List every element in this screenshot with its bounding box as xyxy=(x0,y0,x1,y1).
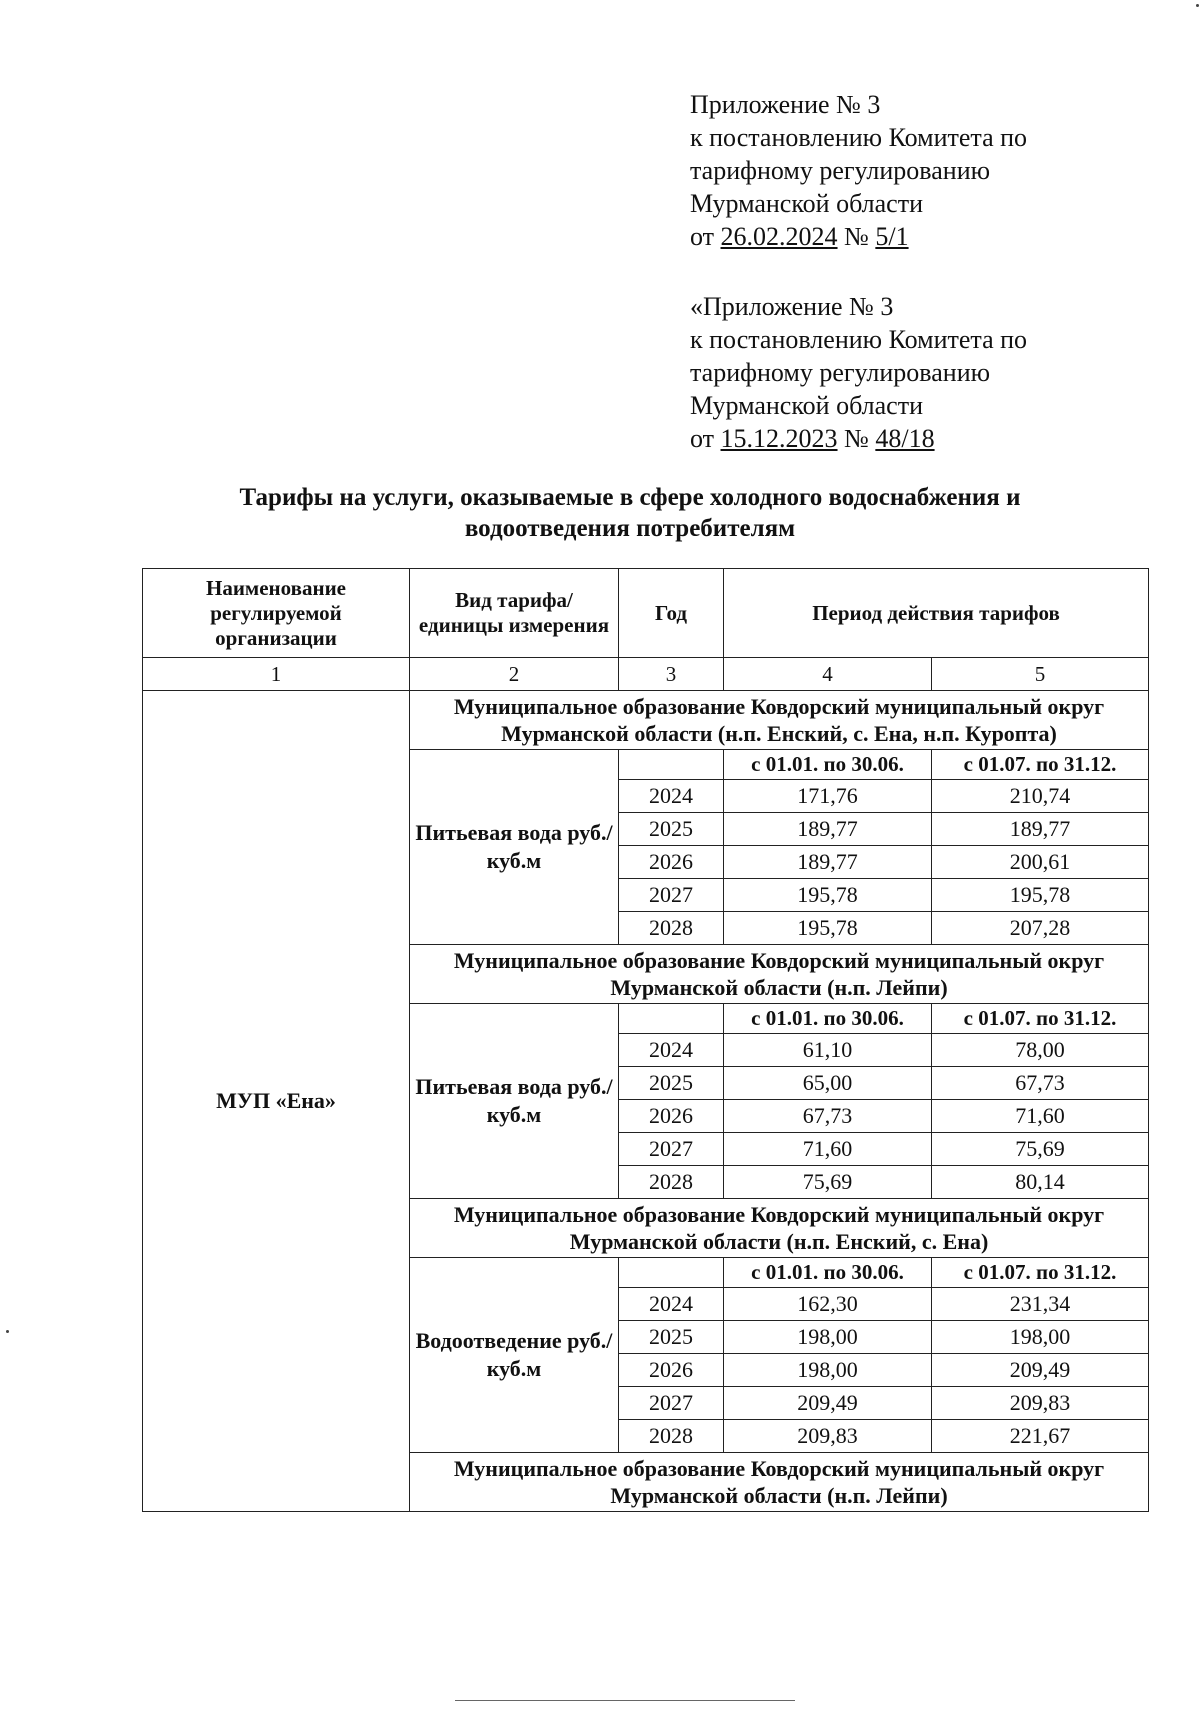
scan-speck xyxy=(1196,4,1199,7)
appendix-line: тарифному регулированию xyxy=(690,156,991,185)
resolution-number: 5/1 xyxy=(875,222,909,251)
appendix-current-header xyxy=(690,88,1027,253)
period-first-half: с 01.01. по 30.06. xyxy=(724,750,932,780)
appendix-line: Мурманской области xyxy=(690,391,923,420)
tariff-h1: 189,77 xyxy=(724,846,932,879)
tariff-h2: 210,74 xyxy=(932,780,1149,813)
tariff-h2: 221,67 xyxy=(932,1420,1149,1453)
service-name: Водоотведение руб./куб.м xyxy=(410,1258,619,1453)
column-number: 5 xyxy=(932,658,1149,691)
appendix-line: Мурманской области xyxy=(690,189,923,218)
year-cell: 2026 xyxy=(619,1354,724,1387)
title-line: Тарифы на услуги, оказываемые в сфере холодного водоснабжения и xyxy=(239,484,1021,511)
column-number: 3 xyxy=(619,658,724,691)
tariff-h2: 209,83 xyxy=(932,1387,1149,1420)
scan-speck xyxy=(6,1330,9,1333)
header-period: Период действия тарифов xyxy=(724,569,1149,658)
year-cell: 2025 xyxy=(619,1067,724,1100)
period-second-half: с 01.07. по 31.12. xyxy=(932,750,1149,780)
appendix-previous-header xyxy=(690,290,1027,455)
resolution-number: 48/18 xyxy=(875,424,935,453)
table-header-row xyxy=(143,569,1149,658)
year-cell: 2026 xyxy=(619,846,724,879)
document-title xyxy=(130,482,1130,544)
year-cell: 2024 xyxy=(619,1288,724,1321)
tariff-h2: 80,14 xyxy=(932,1166,1149,1199)
municipality-name: Муниципальное образование Ковдорский муниципальный округ Мурманской области (н.п. Лейпи) xyxy=(410,945,1149,1004)
column-number: 4 xyxy=(724,658,932,691)
header-year: Год xyxy=(619,569,724,658)
organization-name: МУП «Ена» xyxy=(143,691,410,1512)
appendix-line: тарифному регулированию xyxy=(690,358,991,387)
tariff-h2: 198,00 xyxy=(932,1321,1149,1354)
tariff-h1: 61,10 xyxy=(724,1034,932,1067)
tariff-h1: 195,78 xyxy=(724,912,932,945)
municipality-name: Муниципальное образование Ковдорский муниципальный округ Мурманской области (н.п. Енский, с. Ена, н.п. Куропта) xyxy=(410,691,1149,750)
tariff-h1: 65,00 xyxy=(724,1067,932,1100)
appendix-line: к постановлению Комитета по xyxy=(690,325,1028,354)
service-name: Питьевая вода руб./куб.м xyxy=(410,1004,619,1199)
appendix-line: к постановлению Комитета по xyxy=(690,123,1028,152)
year-cell: 2027 xyxy=(619,1387,724,1420)
period-first-half: с 01.01. по 30.06. xyxy=(724,1004,932,1034)
year-cell: 2025 xyxy=(619,1321,724,1354)
empty-cell xyxy=(619,750,724,780)
period-second-half: с 01.07. по 31.12. xyxy=(932,1004,1149,1034)
appendix-line: Приложение № 3 xyxy=(690,90,881,119)
municipality-name: Муниципальное образование Ковдорский муниципальный округ Мурманской области (н.п. Енский, с. Ена) xyxy=(410,1199,1149,1258)
appendix-date-line xyxy=(690,422,1027,455)
appendix-date-line xyxy=(690,220,1027,253)
year-cell: 2025 xyxy=(619,813,724,846)
tariff-h1: 189,77 xyxy=(724,813,932,846)
tariff-h2: 75,69 xyxy=(932,1133,1149,1166)
tariff-h2: 231,34 xyxy=(932,1288,1149,1321)
column-number-row xyxy=(143,658,1149,691)
tariff-h1: 162,30 xyxy=(724,1288,932,1321)
tariff-h1: 209,83 xyxy=(724,1420,932,1453)
year-cell: 2024 xyxy=(619,1034,724,1067)
tariff-h1: 198,00 xyxy=(724,1321,932,1354)
column-number: 1 xyxy=(143,658,410,691)
municipality-row xyxy=(143,691,1149,750)
tariff-h1: 198,00 xyxy=(724,1354,932,1387)
tariff-table xyxy=(142,568,1149,1512)
tariff-h2: 207,28 xyxy=(932,912,1149,945)
tariff-h2: 189,77 xyxy=(932,813,1149,846)
year-cell: 2028 xyxy=(619,912,724,945)
column-number: 2 xyxy=(410,658,619,691)
header-org: Наименование регулируемой организации xyxy=(143,569,410,658)
year-cell: 2028 xyxy=(619,1420,724,1453)
tariff-h1: 195,78 xyxy=(724,879,932,912)
year-cell: 2024 xyxy=(619,780,724,813)
number-sign: № xyxy=(844,424,869,453)
tariff-h1: 67,73 xyxy=(724,1100,932,1133)
tariff-h2: 195,78 xyxy=(932,879,1149,912)
tariff-h1: 171,76 xyxy=(724,780,932,813)
scan-artifact-line xyxy=(455,1700,795,1701)
number-sign: № xyxy=(844,222,869,251)
empty-cell xyxy=(619,1004,724,1034)
tariff-h2: 67,73 xyxy=(932,1067,1149,1100)
year-cell: 2027 xyxy=(619,1133,724,1166)
municipality-name: Муниципальное образование Ковдорский муниципальный округ Мурманской области (н.п. Лейпи) xyxy=(410,1453,1149,1512)
date-prefix: от xyxy=(690,424,715,453)
empty-cell xyxy=(619,1258,724,1288)
tariff-h2: 209,49 xyxy=(932,1354,1149,1387)
period-second-half: с 01.07. по 31.12. xyxy=(932,1258,1149,1288)
service-name: Питьевая вода руб./куб.м xyxy=(410,750,619,945)
appendix-line: «Приложение № 3 xyxy=(690,292,894,321)
year-cell: 2027 xyxy=(619,879,724,912)
period-first-half: с 01.01. по 30.06. xyxy=(724,1258,932,1288)
tariff-h2: 200,61 xyxy=(932,846,1149,879)
year-cell: 2028 xyxy=(619,1166,724,1199)
tariff-h1: 209,49 xyxy=(724,1387,932,1420)
tariff-h1: 75,69 xyxy=(724,1166,932,1199)
year-cell: 2026 xyxy=(619,1100,724,1133)
title-line: водоотведения потребителям xyxy=(464,515,796,542)
resolution-date: 15.12.2023 xyxy=(720,424,838,453)
tariff-h2: 78,00 xyxy=(932,1034,1149,1067)
tariff-h2: 71,60 xyxy=(932,1100,1149,1133)
resolution-date: 26.02.2024 xyxy=(720,222,838,251)
date-prefix: от xyxy=(690,222,715,251)
header-tariff-type: Вид тарифа/единицы измерения xyxy=(410,569,619,658)
tariff-h1: 71,60 xyxy=(724,1133,932,1166)
